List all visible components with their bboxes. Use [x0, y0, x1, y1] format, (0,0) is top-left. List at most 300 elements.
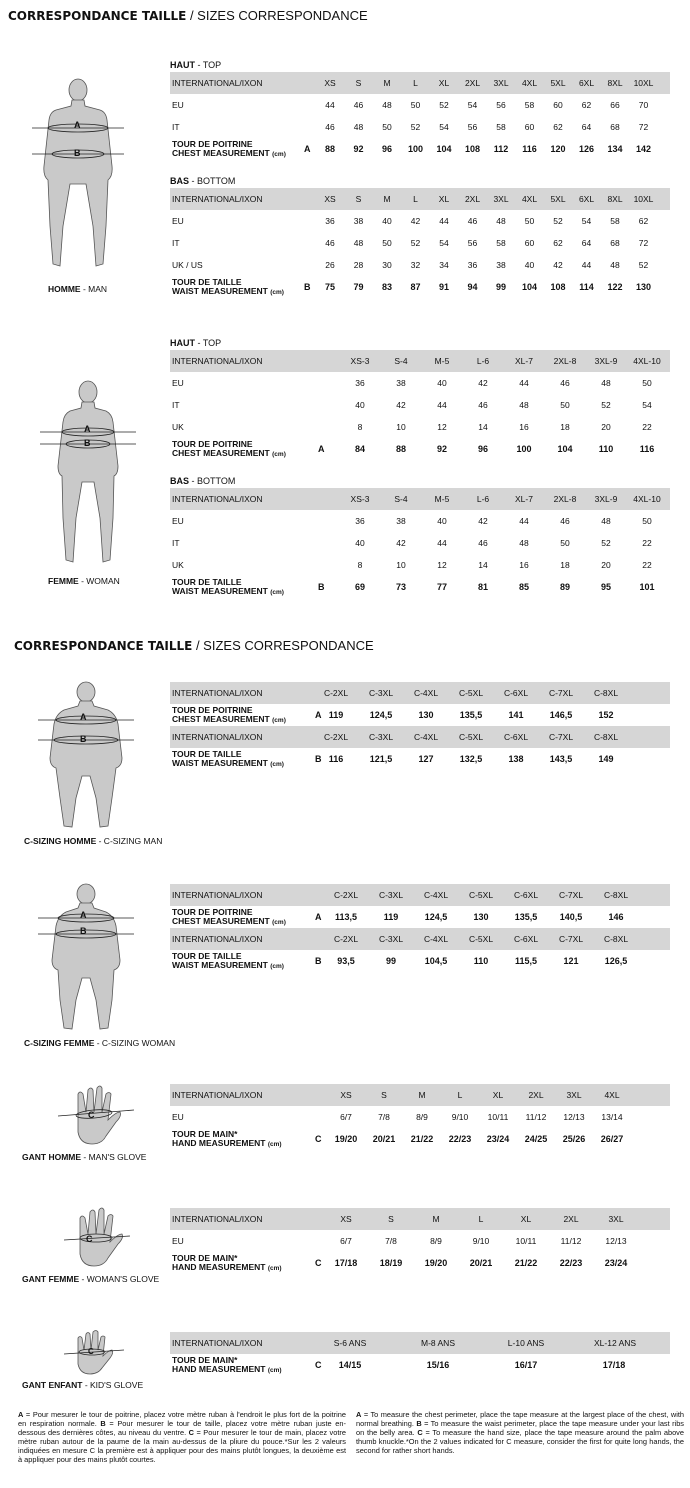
table-row	[170, 116, 670, 138]
measurement-unit: (cm)	[272, 717, 286, 724]
size-value-cell: 113,5	[334, 912, 358, 922]
size-value-cell: 36	[325, 216, 335, 226]
table-row	[170, 94, 670, 116]
size-header-cell: 3XL	[608, 1214, 624, 1224]
size-header-cell: XS	[340, 1214, 352, 1224]
size-value-cell: 12	[437, 560, 447, 570]
hand-kid-illustration	[62, 1328, 126, 1376]
row-label: EU	[172, 100, 184, 110]
table-header-row	[170, 488, 670, 510]
table-woman-bottom	[170, 474, 670, 598]
size-value-cell: 50	[642, 516, 652, 526]
size-header-cell: XL	[438, 78, 450, 88]
table-row	[170, 1252, 670, 1274]
figure-letter-b: B	[84, 438, 91, 448]
size-value-cell: 77	[436, 582, 447, 592]
size-header-cell: C-3XL	[378, 934, 404, 944]
measurement-label-en: CHEST MEASUREMENT	[172, 714, 270, 724]
row-label: INTERNATIONAL/IXON	[172, 1090, 263, 1100]
size-header-cell: C-2XL	[333, 934, 359, 944]
size-value-cell: 75	[324, 282, 335, 292]
size-value-cell: 21/22	[410, 1134, 434, 1144]
size-value-cell: 40	[355, 400, 365, 410]
size-value-cell: 42	[410, 216, 421, 226]
size-value-cell: 52	[638, 260, 649, 270]
size-value-cell: 48	[519, 538, 529, 548]
size-value-cell: 50	[642, 378, 652, 388]
size-header-cell: 4XL-10	[633, 356, 661, 366]
size-value-cell: 124,5	[424, 912, 448, 922]
measurement-label-en: WAIST MEASUREMENT	[172, 586, 268, 596]
size-value-cell: 48	[496, 216, 506, 226]
size-header-cell: C-8XL	[593, 732, 619, 742]
size-value-cell: 38	[396, 516, 406, 526]
row-label: UK / US	[172, 260, 203, 270]
size-header-cell: S	[381, 1090, 387, 1100]
note-text: = To measure the chest perimeter, place the tape measure at the largest place of the chest, with normal breathing.	[356, 1410, 684, 1428]
size-value-cell: 23/24	[486, 1134, 510, 1144]
size-value-cell: 50	[560, 400, 570, 410]
size-header-cell: 2XL-8	[553, 356, 577, 366]
size-value-cell: 126	[578, 144, 595, 154]
table-header-row	[170, 884, 670, 906]
size-value-cell: 58	[496, 238, 506, 248]
size-value-cell: 40	[437, 516, 447, 526]
table-row	[170, 532, 670, 554]
size-value-cell: 48	[519, 400, 529, 410]
table-row	[170, 510, 670, 532]
measurement-label-fr: TOUR DE TAILLE	[172, 951, 242, 961]
block-title-bold: HAUT	[170, 338, 195, 348]
size-value-cell: 40	[382, 216, 392, 226]
table-row	[170, 554, 670, 576]
size-value-cell: 83	[381, 282, 392, 292]
size-header-cell: 3XL	[566, 1090, 582, 1100]
note-text: = Pour mesurer le tour de taille, placez votre mètre ruban juste en-dessous des dernières côtes, au niveau du ventre.	[18, 1419, 346, 1437]
size-header-cell: 10XL	[633, 78, 654, 88]
measurement-letter: A	[315, 710, 322, 720]
measurement-unit: (cm)	[267, 1367, 282, 1374]
measurement-label	[172, 440, 286, 462]
measurement-unit: (cm)	[272, 151, 286, 158]
measurement-letter: B	[304, 282, 311, 292]
size-header-cell: XS	[340, 1090, 352, 1100]
size-value-cell: 135,5	[459, 710, 483, 720]
size-value-cell: 22	[642, 422, 652, 432]
size-value-cell: 116	[522, 144, 537, 154]
size-value-cell: 22/23	[559, 1258, 583, 1268]
figure-letter-a: A	[80, 910, 87, 920]
size-value-cell: 17/18	[334, 1258, 358, 1268]
size-value-cell: 40	[524, 260, 535, 270]
measurement-unit: (cm)	[267, 1265, 282, 1272]
c-man-figure-illustration	[36, 680, 136, 830]
size-value-cell: 32	[410, 260, 421, 270]
size-value-cell: 44	[439, 216, 449, 226]
measurement-label-en: HAND MEASUREMENT	[172, 1364, 266, 1374]
size-value-cell: 48	[353, 238, 364, 248]
measurement-unit: (cm)	[270, 963, 284, 970]
note-letter: A	[18, 1410, 24, 1419]
row-label: EU	[172, 216, 184, 226]
size-header-cell: 6XL	[578, 78, 595, 88]
measurement-label-fr: TOUR DE MAIN*	[172, 1355, 238, 1365]
row-label: INTERNATIONAL/IXON	[172, 78, 263, 88]
size-value-cell: 48	[601, 516, 611, 526]
size-value-cell: 8/9	[416, 1112, 428, 1122]
size-header-cell: 4XL	[521, 78, 538, 88]
table-row	[170, 210, 670, 232]
table-man-bottom	[170, 174, 670, 298]
size-value-cell: 68	[610, 238, 620, 248]
size-value-cell: 6/7	[340, 1236, 352, 1246]
size-value-cell: 50	[560, 538, 570, 548]
measurement-label-en: HAND MEASUREMENT	[172, 1262, 266, 1272]
size-value-cell: 100	[516, 444, 532, 454]
measurement-label	[172, 706, 286, 728]
measurement-unit: (cm)	[272, 451, 286, 458]
block-title-bold: HAUT	[170, 60, 195, 70]
table-woman-top	[170, 336, 670, 460]
size-value-cell: 146,5	[549, 710, 573, 720]
size-value-cell: 16	[519, 422, 529, 432]
note-letter: B	[100, 1419, 106, 1428]
row-label: IT	[172, 122, 180, 132]
size-value-cell: 119	[383, 912, 399, 922]
size-header-cell: C-8XL	[603, 890, 629, 900]
notes-french	[18, 1410, 346, 1464]
size-value-cell: 112	[493, 144, 509, 154]
block-title-sub: - BOTTOM	[189, 176, 236, 186]
size-value-cell: 58	[496, 122, 506, 132]
size-value-cell: 7/8	[385, 1236, 397, 1246]
size-value-cell: 124,5	[369, 710, 393, 720]
measurement-label-en: WAIST MEASUREMENT	[172, 286, 268, 296]
size-header-cell: C-7XL	[548, 732, 574, 742]
measurement-letter: A	[318, 444, 325, 454]
table-row	[170, 950, 670, 972]
size-header-cell: C-7XL	[558, 890, 584, 900]
label-gant-femme: GANT FEMME - WOMAN'S GLOVE	[22, 1274, 160, 1284]
size-value-cell: 18/19	[379, 1258, 403, 1268]
size-value-cell: 26/27	[600, 1134, 624, 1144]
size-value-cell: 8/9	[430, 1236, 442, 1246]
size-value-cell: 10/11	[487, 1112, 509, 1122]
size-value-cell: 12/13	[605, 1236, 627, 1246]
size-header-cell: XS-3	[350, 494, 370, 504]
size-value-cell: 73	[395, 582, 406, 592]
size-value-cell: 10	[396, 560, 406, 570]
table-header-row	[170, 72, 670, 94]
size-value-cell: 58	[524, 100, 535, 110]
size-value-cell: 46	[478, 538, 488, 548]
row-label: INTERNATIONAL/IXON	[172, 194, 263, 204]
figure-letter-a: A	[74, 120, 81, 130]
size-header-cell: M-8 ANS	[420, 1338, 455, 1348]
size-value-cell: 110	[598, 444, 614, 454]
measurement-label-fr: TOUR DE TAILLE	[172, 577, 242, 587]
size-value-cell: 70	[638, 100, 649, 110]
size-value-cell: 85	[518, 582, 529, 592]
size-header-cell: 2XL	[563, 1214, 579, 1224]
table-row	[170, 276, 670, 298]
table-header-row	[170, 188, 670, 210]
size-value-cell: 132,5	[459, 754, 483, 764]
size-value-cell: 52	[553, 216, 563, 226]
row-label: IT	[172, 400, 180, 410]
size-value-cell: 130	[418, 710, 434, 720]
measurement-unit: (cm)	[267, 1141, 282, 1148]
size-value-cell: 46	[560, 516, 570, 526]
size-header-cell: 6XL	[578, 194, 595, 204]
size-header-cell: C-8XL	[593, 688, 619, 698]
size-value-cell: 21/22	[514, 1258, 538, 1268]
size-value-cell: 20	[601, 560, 611, 570]
measurement-letter: B	[315, 956, 322, 966]
size-value-cell: 56	[467, 238, 478, 248]
size-value-cell: 42	[553, 260, 563, 270]
size-header-cell: 3XL	[493, 194, 509, 204]
size-value-cell: 52	[410, 122, 421, 132]
size-value-cell: 100	[407, 144, 424, 154]
size-value-cell: 54	[581, 216, 592, 226]
table-header-row	[170, 350, 670, 372]
size-header-cell: C-5XL	[458, 732, 484, 742]
size-value-cell: 99	[385, 956, 396, 966]
size-value-cell: 62	[553, 238, 563, 248]
row-label: EU	[172, 1112, 184, 1122]
size-header-cell: M	[418, 1090, 426, 1100]
size-value-cell: 42	[396, 538, 406, 548]
size-header-cell: C-2XL	[323, 732, 349, 742]
table-row	[170, 576, 670, 598]
size-value-cell: 62	[553, 122, 563, 132]
measurement-label	[172, 1356, 282, 1378]
size-header-cell: XL	[492, 1090, 504, 1100]
size-header-cell: C-6XL	[503, 688, 529, 698]
table-header-row	[170, 1084, 670, 1106]
size-value-cell: 14	[478, 560, 488, 570]
size-value-cell: 38	[496, 260, 506, 270]
size-header-cell: C-7XL	[548, 688, 574, 698]
size-header-cell: C-4XL	[413, 688, 439, 698]
size-header-cell: 8XL	[607, 78, 623, 88]
size-value-cell: 92	[353, 144, 364, 154]
size-header-cell: S-4	[394, 494, 408, 504]
block-title-sub: - TOP	[195, 338, 222, 348]
size-value-cell: 42	[396, 400, 406, 410]
size-value-cell: 11/12	[560, 1236, 582, 1246]
hand-man-illustration	[56, 1084, 136, 1148]
size-value-cell: 34	[439, 260, 449, 270]
size-value-cell: 101	[639, 582, 655, 592]
size-header-cell: C-6XL	[513, 934, 539, 944]
size-value-cell: 146	[608, 912, 624, 922]
size-header-cell: S-4	[394, 356, 408, 366]
size-header-cell: 3XL-9	[594, 356, 618, 366]
size-value-cell: 12	[437, 422, 447, 432]
size-header-cell: L	[457, 1090, 463, 1100]
size-value-cell: 28	[353, 260, 364, 270]
size-value-cell: 64	[581, 238, 592, 248]
size-header-cell: S	[355, 78, 362, 88]
size-header-cell: XS-3	[350, 356, 370, 366]
size-header-cell: L	[478, 1214, 484, 1224]
size-header-cell: C-3XL	[378, 890, 404, 900]
size-header-cell: 4XL	[521, 194, 538, 204]
section-title-1: CORRESPONDANCE TAILLE / SIZES CORRESPONDANCE	[8, 8, 368, 23]
size-value-cell: 121,5	[369, 754, 393, 764]
measurement-label-fr: TOUR DE POITRINE	[172, 139, 253, 149]
figure-letter-a: A	[80, 712, 87, 722]
size-header-cell: S	[388, 1214, 394, 1224]
note-letter: B	[416, 1419, 422, 1428]
size-value-cell: 44	[325, 100, 335, 110]
size-header-cell: XL	[520, 1214, 532, 1224]
size-value-cell: 87	[410, 282, 421, 292]
size-value-cell: 40	[355, 538, 365, 548]
size-value-cell: 58	[610, 216, 620, 226]
size-value-cell: 18	[560, 560, 570, 570]
size-value-cell: 46	[353, 100, 364, 110]
table-row	[170, 438, 670, 460]
size-value-cell: 84	[354, 444, 365, 454]
table-glove-kid	[170, 1332, 670, 1376]
size-value-cell: 60	[524, 122, 535, 132]
size-value-cell: 44	[437, 538, 447, 548]
figure-letter-b: B	[80, 926, 87, 936]
note-text: = To measure the waist perimeter, place the tape measure under your last ribs on the belly area.	[356, 1419, 685, 1437]
size-value-cell: 56	[496, 100, 506, 110]
size-value-cell: 60	[524, 238, 535, 248]
size-header-cell: 10XL	[633, 194, 654, 204]
size-value-cell: 127	[418, 754, 434, 764]
size-value-cell: 52	[410, 238, 421, 248]
measurement-label-fr: TOUR DE MAIN*	[172, 1129, 238, 1139]
size-value-cell: 88	[324, 144, 335, 154]
size-value-cell: 8	[357, 560, 363, 570]
size-value-cell: 42	[478, 516, 488, 526]
size-value-cell: 108	[550, 282, 566, 292]
size-value-cell: 104	[557, 444, 573, 454]
row-label: IT	[172, 538, 180, 548]
figure-letter-b: B	[80, 734, 87, 744]
size-header-cell: C-3XL	[368, 732, 394, 742]
table-row	[170, 1354, 670, 1376]
measurement-letter: C	[315, 1360, 322, 1370]
measurement-label-en: WAIST MEASUREMENT	[172, 758, 268, 768]
row-label: INTERNATIONAL/IXON	[172, 1214, 263, 1224]
size-value-cell: 52	[601, 538, 611, 548]
size-header-cell: M	[432, 1214, 440, 1224]
size-header-cell: L	[413, 194, 418, 204]
size-value-cell: 9/10	[472, 1236, 490, 1246]
size-value-cell: 115,5	[514, 956, 538, 966]
note-letter: A	[356, 1410, 362, 1419]
size-value-cell: 48	[610, 260, 620, 270]
figure-letter-b: B	[74, 148, 81, 158]
size-value-cell: 46	[478, 400, 488, 410]
size-value-cell: 138	[508, 754, 524, 764]
size-value-cell: 126,5	[604, 956, 628, 966]
size-value-cell: 66	[610, 100, 620, 110]
row-label: UK	[172, 422, 184, 432]
size-value-cell: 48	[382, 100, 392, 110]
size-value-cell: 36	[467, 260, 478, 270]
size-header-cell: L-6	[476, 494, 490, 504]
size-header-cell: L-6	[476, 356, 490, 366]
figure-letter-c: C	[86, 1234, 93, 1244]
size-value-cell: 95	[600, 582, 611, 592]
size-value-cell: 116	[328, 754, 344, 764]
size-header-cell: 2XL	[464, 194, 481, 204]
size-value-cell: 11/12	[525, 1112, 547, 1122]
block-title	[170, 336, 670, 350]
size-header-cell: C-4XL	[423, 934, 449, 944]
measurement-unit: (cm)	[270, 589, 284, 596]
table-header-row	[170, 1332, 670, 1354]
size-value-cell: 50	[382, 238, 392, 248]
size-header-cell: C-4XL	[413, 732, 439, 742]
size-value-cell: 13/14	[601, 1112, 623, 1122]
size-value-cell: 119	[328, 710, 344, 720]
size-value-cell: 92	[436, 444, 447, 454]
measurement-label	[172, 140, 286, 162]
size-header-cell: C-3XL	[368, 688, 394, 698]
size-value-cell: 20/21	[372, 1134, 396, 1144]
measurement-label-en: WAIST MEASUREMENT	[172, 960, 268, 970]
measurement-label	[172, 908, 286, 930]
size-value-cell: 134	[607, 144, 623, 154]
size-value-cell: 81	[477, 582, 488, 592]
table-c-man	[170, 682, 670, 770]
block-title-sub: - BOTTOM	[189, 476, 236, 486]
table-row	[170, 1230, 670, 1252]
table-row	[170, 394, 670, 416]
size-value-cell: 16/17	[514, 1360, 538, 1370]
size-header-cell: S	[355, 194, 362, 204]
section-title-2: CORRESPONDANCE TAILLE / SIZES CORRESPONDANCE	[14, 638, 374, 653]
size-header-cell: L	[413, 78, 418, 88]
measurement-letter: C	[315, 1134, 322, 1144]
row-label: EU	[172, 378, 184, 388]
row-label: EU	[172, 1236, 184, 1246]
size-value-cell: 40	[437, 378, 447, 388]
size-value-cell: 15/16	[426, 1360, 450, 1370]
measurement-letter: B	[315, 754, 322, 764]
row-label: INTERNATIONAL/IXON	[172, 356, 263, 366]
size-value-cell: 96	[381, 144, 392, 154]
size-header-cell: C-8XL	[603, 934, 629, 944]
size-value-cell: 52	[439, 100, 449, 110]
row-label: INTERNATIONAL/IXON	[172, 494, 263, 504]
table-row	[170, 704, 670, 726]
row-label: IT	[172, 238, 180, 248]
measurement-label	[172, 578, 284, 600]
size-value-cell: 38	[353, 216, 364, 226]
measurement-label-fr: TOUR DE POITRINE	[172, 907, 253, 917]
size-value-cell: 52	[601, 400, 611, 410]
table-row	[170, 906, 670, 928]
size-header-cell: 4XL	[604, 1090, 620, 1100]
size-value-cell: 19/20	[334, 1134, 358, 1144]
note-letter: C	[417, 1428, 423, 1437]
row-label: INTERNATIONAL/IXON	[172, 934, 263, 944]
size-header-cell: XL	[438, 194, 450, 204]
size-header-cell: 2XL	[528, 1090, 544, 1100]
block-title-bold: BAS	[170, 476, 190, 486]
size-value-cell: 130	[635, 282, 652, 292]
